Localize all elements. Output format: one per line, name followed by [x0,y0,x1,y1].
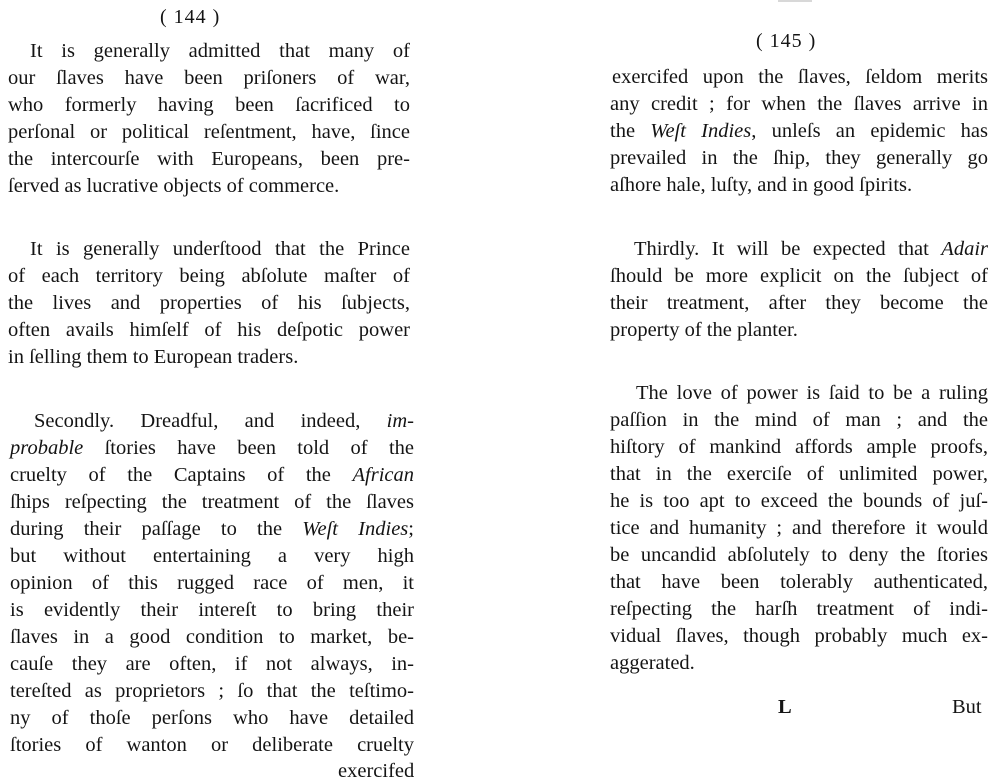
text-line: Thirdly. It will be expected that Adair [634,238,988,260]
text-line: of each territory being abſolute maſter of [8,265,410,287]
text-line: the Weſt Indies, unleſs an epidemic has [610,120,989,142]
text-line: but without entertaining a very high [10,545,414,567]
text-line: cruelty of the Captains of the African [10,464,414,486]
text-line: aſhore hale, luſty, and in good ſpirits. [610,174,913,196]
text-line: paſſion in the mind of man ; and the [610,409,988,431]
text-line: prevailed in the ſhip, they generally go [610,147,988,169]
text-line: in ſelling them to European traders. [8,346,299,368]
text-line: their treatment, after they become the [610,292,988,314]
text-line: be uncandid abſolutely to deny the ſtories [610,544,988,566]
text-line: ſtories of wanton or deliberate cruelty [10,734,414,756]
catchword: But [952,696,982,718]
text-line: the intercourſe with Europeans, been pre- [8,148,410,170]
text-line: tereſted as proprietors ; ſo that the teſtimo- [10,680,414,702]
text-line: who formerly having been ſacrificed to [8,94,410,116]
left-page [0,0,440,784]
text-line: often avails himſelf of his deſpotic power [8,319,410,341]
text-line: ſhould be more explicit on the ſubject of [610,265,988,287]
text-line: opinion of this rugged race of men, it [10,572,414,594]
text-line: It is generally admitted that many of [30,40,410,62]
text-line: ſerved as lucrative objects of commerce. [8,175,340,197]
text-line: any credit ; for when the ſlaves arrive in [610,93,988,115]
text-line: ny of thoſe perſons who have detailed [10,707,414,729]
text-line: our ſlaves have been priſoners of war, [8,67,410,89]
text-line: that in the exerciſe of unlimited power, [610,463,988,485]
text-line: is evidently their intereſt to bring their [10,599,414,621]
text-line: probable ſtories have been told of the [10,437,414,459]
page-number: ( 145 ) [756,30,817,52]
catchword: exercifed [338,760,415,782]
text-line: the lives and properties of his ſubjects, [8,292,410,314]
right-page [560,0,1000,784]
text-line: hiſtory of mankind affords ample proofs, [610,436,988,458]
text-line: he is too apt to exceed the bounds of juſ- [610,490,988,512]
text-line: aggerated. [610,652,695,674]
page-number: ( 144 ) [160,6,221,28]
text-line: vidual ſlaves, though probably much ex- [610,625,988,647]
text-line: property of the planter. [610,319,798,341]
text-line: Secondly. Dreadful, and indeed, im- [34,410,414,432]
text-line: exercifed upon the ſlaves, ſeldom merits [612,66,988,88]
text-line: tice and humanity ; and therefore it would [610,517,988,539]
text-line: It is generally underſtood that the Prince [30,238,410,260]
text-line: perſonal or political reſentment, have, ſince [8,121,410,143]
text-line: ſlaves in a good condition to market, be- [10,626,414,648]
text-line: cauſe they are often, if not always, in- [10,653,414,675]
text-line: during their paſſage to the Weſt Indies; [10,518,414,540]
signature-mark: L [778,696,792,718]
text-line: that have been tolerably authenticated, [610,571,988,593]
page-smudge [778,0,812,2]
text-line: ſhips reſpecting the treatment of the ſlaves [10,491,414,513]
text-line: The love of power is ſaid to be a ruling [636,382,988,404]
text-line: reſpecting the harſh treatment of indi- [610,598,988,620]
